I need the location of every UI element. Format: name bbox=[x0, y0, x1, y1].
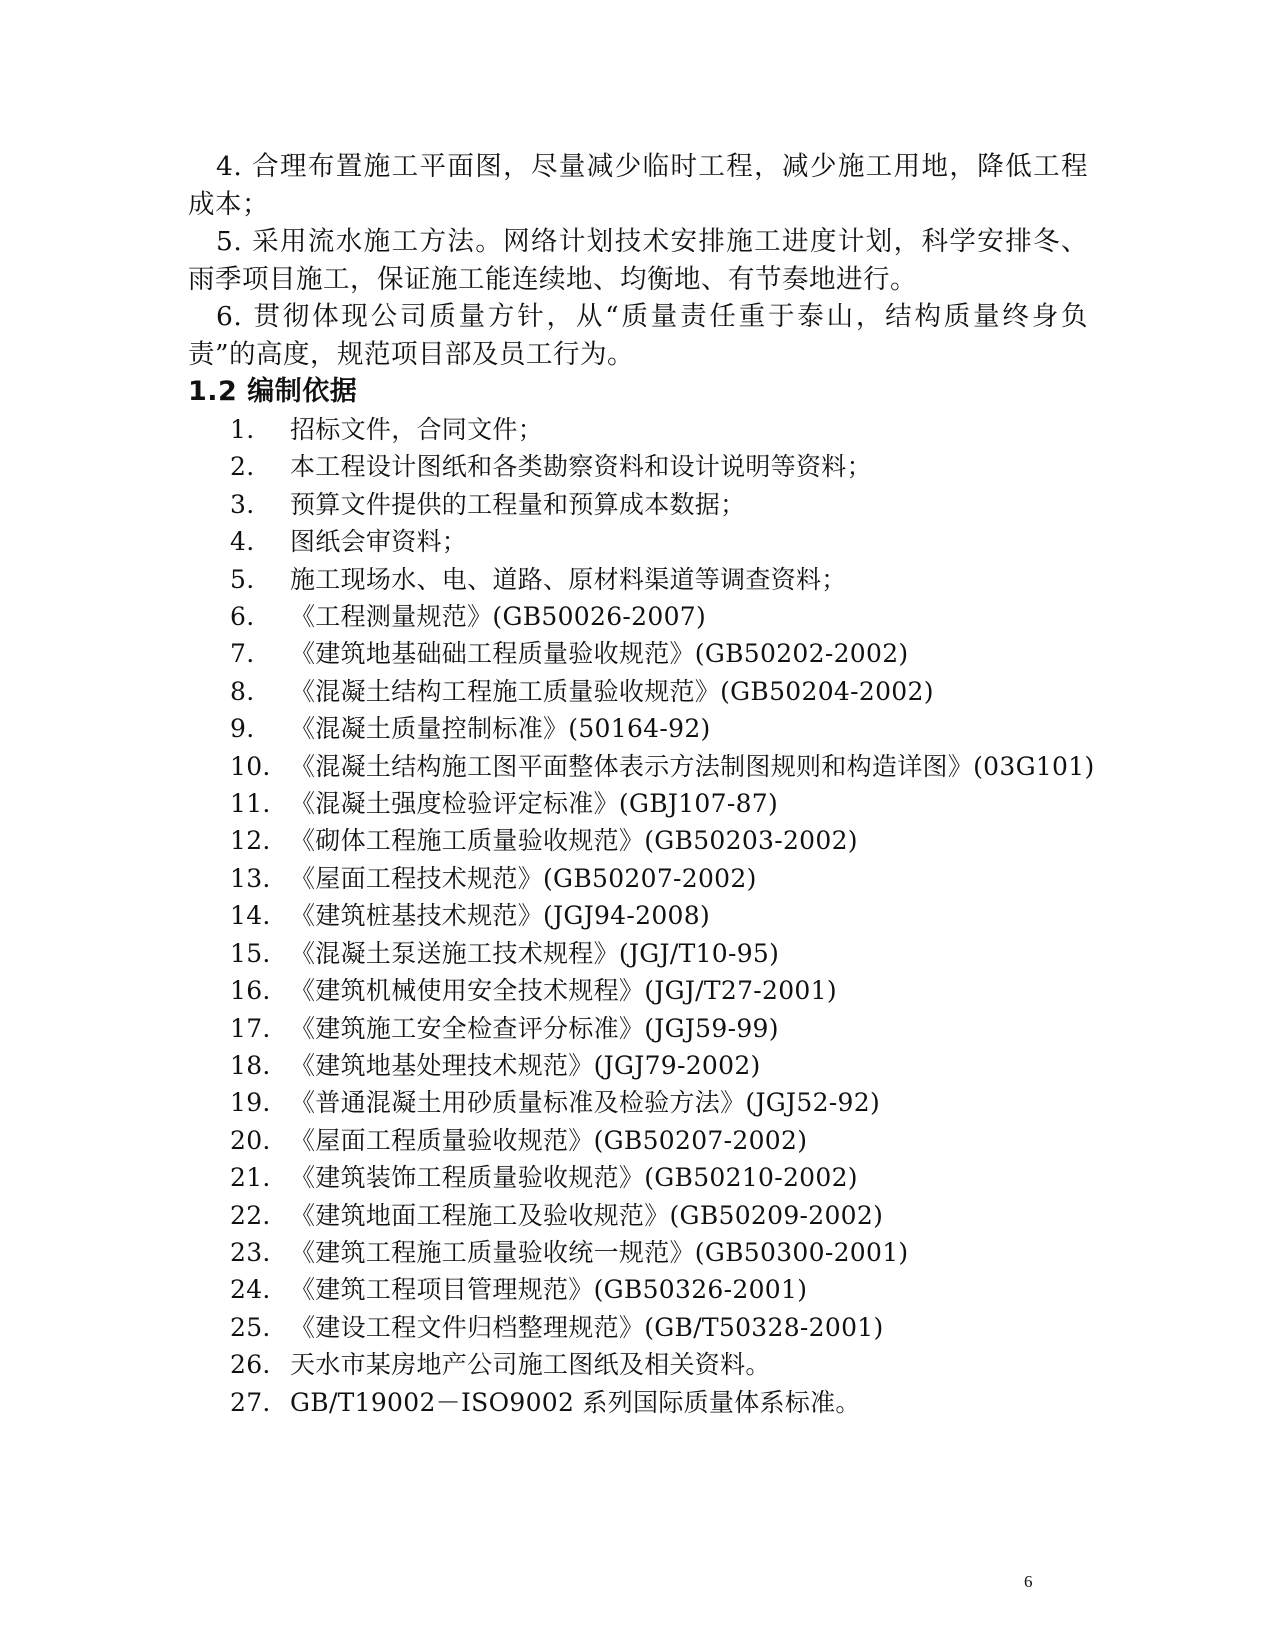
reference-text: 《建筑桩基技术规范》(JGJ94-2008) bbox=[290, 901, 711, 931]
reference-text: 《建筑施工安全检查评分标准》(JGJ59-99) bbox=[290, 1013, 779, 1043]
reference-text: 《建筑地基处理技术规范》(JGJ79-2002) bbox=[290, 1050, 761, 1080]
reference-text: 《普通混凝土用砂质量标准及检验方法》(JGJ52-92) bbox=[290, 1088, 880, 1118]
reference-number-label: 23. bbox=[230, 1237, 271, 1267]
reference-number bbox=[188, 1234, 290, 1271]
reference-item bbox=[188, 1234, 1088, 1271]
reference-number bbox=[188, 1122, 290, 1159]
reference-number-label: 20. bbox=[230, 1125, 271, 1155]
reference-item bbox=[188, 935, 1088, 972]
reference-number bbox=[188, 1047, 290, 1084]
reference-item bbox=[188, 710, 1088, 747]
reference-list bbox=[188, 411, 1095, 1421]
reference-number-label: 13. bbox=[230, 863, 271, 893]
reference-number bbox=[188, 935, 290, 972]
section-heading: 1.2 编制依据 bbox=[188, 376, 358, 407]
reference-number-label: 27. bbox=[230, 1387, 271, 1417]
reference-number-label: 6. bbox=[230, 602, 255, 632]
reference-item bbox=[188, 1309, 1088, 1346]
reference-number-label: 24. bbox=[230, 1275, 271, 1305]
reference-item bbox=[188, 860, 1088, 897]
reference-number bbox=[188, 673, 290, 710]
reference-text: 《砌体工程施工质量验收规范》(GB50203-2002) bbox=[290, 826, 858, 856]
reference-number bbox=[188, 1309, 290, 1346]
reference-number-label: 14. bbox=[230, 901, 271, 931]
reference-number-label: 16. bbox=[230, 976, 271, 1006]
reference-number bbox=[188, 1010, 290, 1047]
reference-item bbox=[188, 1271, 1088, 1308]
reference-number bbox=[188, 785, 290, 822]
reference-number bbox=[188, 411, 290, 448]
reference-text: 《屋面工程技术规范》(GB50207-2002) bbox=[290, 863, 757, 893]
reference-text: 《混凝土结构施工图平面整体表示方法制图规则和构造详图》(03G101) bbox=[290, 751, 1095, 781]
reference-number bbox=[188, 1084, 290, 1121]
reference-number-label: 17. bbox=[230, 1013, 271, 1043]
reference-text: 《混凝土结构工程施工质量验收规范》(GB50204-2002) bbox=[290, 676, 934, 706]
reference-number bbox=[188, 748, 290, 785]
reference-number-label: 3. bbox=[230, 489, 255, 519]
reference-number bbox=[188, 1197, 290, 1234]
reference-text: 《混凝土强度检验评定标准》(GBJ107-87) bbox=[290, 789, 779, 819]
reference-number-label: 25. bbox=[230, 1312, 271, 1342]
reference-text: 《建筑地基础础工程质量验收规范》(GB50202-2002) bbox=[290, 639, 909, 669]
reference-number bbox=[188, 897, 290, 934]
reference-number-label: 5. bbox=[230, 564, 255, 594]
reference-text: 《建筑工程项目管理规范》(GB50326-2001) bbox=[290, 1275, 808, 1305]
reference-number bbox=[188, 486, 290, 523]
reference-text: 施工现场水、电、道路、原材料渠道等调查资料； bbox=[290, 564, 847, 594]
reference-text: 《建筑地面工程施工及验收规范》(GB50209-2002) bbox=[290, 1200, 884, 1230]
reference-number bbox=[188, 1271, 290, 1308]
reference-number bbox=[188, 1159, 290, 1196]
reference-number bbox=[188, 598, 290, 635]
reference-number-label: 15. bbox=[230, 938, 271, 968]
reference-number-label: 8. bbox=[230, 676, 255, 706]
reference-text: 《混凝土泵送施工技术规程》(JGJ/T10-95) bbox=[290, 938, 780, 968]
reference-item bbox=[188, 1084, 1088, 1121]
reference-item bbox=[188, 1122, 1088, 1159]
reference-text: 图纸会审资料； bbox=[290, 527, 468, 557]
reference-item bbox=[188, 486, 1088, 523]
reference-item bbox=[188, 1197, 1088, 1234]
reference-number bbox=[188, 1346, 290, 1383]
reference-number-label: 7. bbox=[230, 639, 255, 669]
reference-text: GB/T19002－ISO9002 系列国际质量体系标准。 bbox=[290, 1387, 861, 1417]
reference-number bbox=[188, 523, 290, 560]
reference-number-label: 22. bbox=[230, 1200, 271, 1230]
reference-text: 本工程设计图纸和各类勘察资料和设计说明等资料； bbox=[290, 452, 872, 482]
reference-number-label: 9. bbox=[230, 714, 255, 744]
reference-text: 《建筑机械使用安全技术规程》(JGJ/T27-2001) bbox=[290, 976, 837, 1006]
reference-item bbox=[188, 635, 1088, 672]
reference-number bbox=[188, 635, 290, 672]
reference-number bbox=[188, 448, 290, 485]
reference-number-label: 10. bbox=[230, 751, 271, 781]
reference-item bbox=[188, 598, 1088, 635]
reference-number-label: 26. bbox=[230, 1350, 271, 1380]
reference-item bbox=[188, 448, 1088, 485]
reference-item bbox=[188, 1047, 1088, 1084]
reference-number bbox=[188, 710, 290, 747]
reference-item bbox=[188, 1159, 1088, 1196]
reference-number-label: 1. bbox=[230, 415, 255, 444]
reference-item bbox=[188, 822, 1088, 859]
reference-item bbox=[188, 1346, 1088, 1383]
paragraph-item-5: 5. 采用流水施工方法。网络计划技术安排施工进度计划，科学安排冬、雨季项目施工，保证施工能连续地、均衡地、有节奏地进行。 bbox=[188, 226, 1088, 295]
reference-text: 《建筑工程施工质量验收统一规范》(GB50300-2001) bbox=[290, 1237, 909, 1267]
reference-item bbox=[188, 523, 1088, 560]
reference-text: 天水市某房地产公司施工图纸及相关资料。 bbox=[290, 1350, 771, 1380]
reference-item bbox=[188, 411, 1088, 448]
reference-number-label: 2. bbox=[230, 452, 255, 482]
reference-number-label: 19. bbox=[230, 1088, 271, 1118]
reference-text: 《混凝土质量控制标准》(50164-92) bbox=[290, 714, 711, 744]
reference-item bbox=[188, 748, 1095, 785]
reference-item bbox=[188, 785, 1088, 822]
reference-number bbox=[188, 972, 290, 1009]
reference-item bbox=[188, 673, 1088, 710]
reference-number bbox=[188, 822, 290, 859]
reference-text: 《建筑装饰工程质量验收规范》(GB50210-2002) bbox=[290, 1163, 858, 1193]
reference-item bbox=[188, 1010, 1088, 1047]
reference-item bbox=[188, 897, 1088, 934]
reference-number-label: 11. bbox=[230, 789, 271, 819]
reference-text: 《屋面工程质量验收规范》(GB50207-2002) bbox=[290, 1125, 808, 1155]
reference-number-label: 12. bbox=[230, 826, 271, 856]
reference-number-label: 18. bbox=[230, 1050, 271, 1080]
reference-item bbox=[188, 561, 1088, 598]
reference-number bbox=[188, 860, 290, 897]
reference-item bbox=[188, 972, 1088, 1009]
reference-number bbox=[188, 1384, 290, 1421]
reference-text: 招标文件，合同文件； bbox=[290, 415, 544, 444]
reference-text: 《建设工程文件归档整理规范》(GB/T50328-2001) bbox=[290, 1312, 884, 1342]
reference-item bbox=[188, 1384, 1088, 1421]
page-content bbox=[188, 148, 1095, 1421]
reference-text: 预算文件提供的工程量和预算成本数据； bbox=[290, 489, 746, 519]
paragraph-item-6: 6. 贯彻体现公司质量方针，从“质量责任重于泰山，结构质量终身负责”的高度，规范项目部及员工行为。 bbox=[188, 301, 1088, 370]
reference-number-label: 21. bbox=[230, 1163, 271, 1193]
reference-text: 《工程测量规范》(GB50026-2007) bbox=[290, 602, 707, 632]
paragraph-item-4: 4. 合理布置施工平面图，尽量减少临时工程，减少施工用地，降低工程成本； bbox=[188, 151, 1088, 220]
page-number: 6 bbox=[1024, 1572, 1033, 1591]
reference-number-label: 4. bbox=[230, 527, 255, 557]
reference-number bbox=[188, 561, 290, 598]
